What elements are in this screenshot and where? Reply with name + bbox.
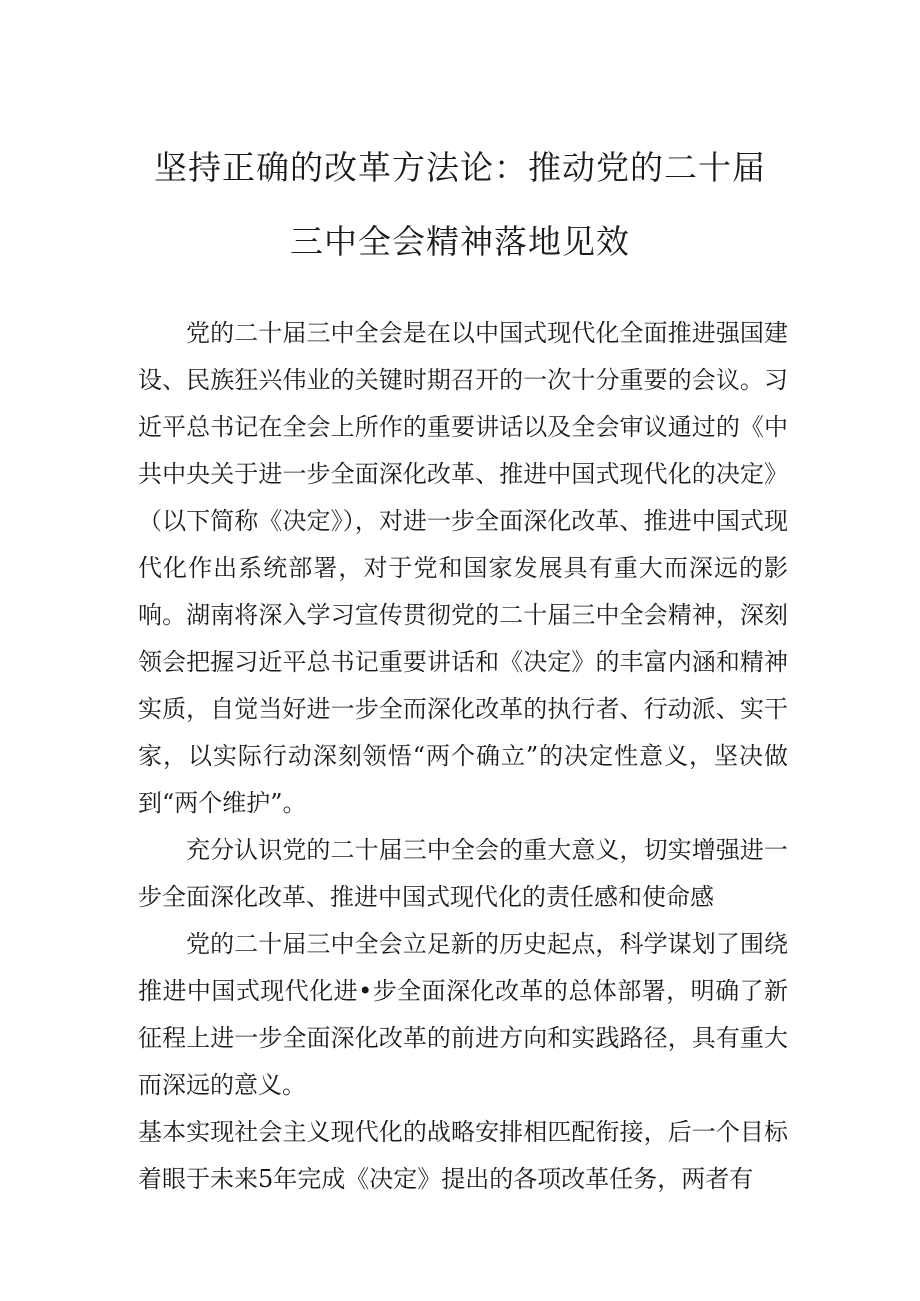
document-title-line1: 坚持正确的改革方法论：推动党的二十届 — [154, 148, 766, 187]
body-paragraph-2: 充分认识党的二十届三中全会的重大意义，切实增强进一步全面深化改革、推进中国式现代化的责任感和使命感 — [138, 836, 788, 911]
body-paragraph-1: 党的二十届三中全会是在以中国式现代化全面推进强国建设、民族狂兴伟业的关键时期召开的一次十分重要的会议。习近平总书记在全会上所作的重要讲话以及全会审议通过的《中共中央关于进一步全面深化改革、推进中国式现代化的决定》（以下简称《决定》），对进一步全面深化改革、推进中国式现代化作出系统部署，对于党和国家发展具有重大而深远的影响。湖南将深入学习宣传贯彻党的二十届三中全会精神，深刻领会把握习近平总书记重要讲话和《决定》的丰富内涵和精神实质，自觉当好进一步全而深化改革的执行者、行动派、实干家，以实际行动深刻领悟“两个确立”的决定性意义，坚决做到“两个维护”。 — [138, 319, 788, 817]
body-paragraph-3: 党的二十届三中全会立足新的历史起点，科学谋划了围绕推进中国式现代化进•步全面深化改革的总体部署，明确了新征程上进一步全面深化改革的前进方向和实践路径，具有重大而深远的意义。 — [138, 930, 788, 1099]
body-paragraph-4: 基本实现社会主义现代化的战略安排相匹配衔接，后一个目标着眼于未来5年完成《决定》提出的各项改革任务，两者有 — [138, 1118, 788, 1193]
document-body — [138, 310, 788, 1203]
document-title-line2: 三中全会精神落地见效 — [290, 222, 630, 261]
